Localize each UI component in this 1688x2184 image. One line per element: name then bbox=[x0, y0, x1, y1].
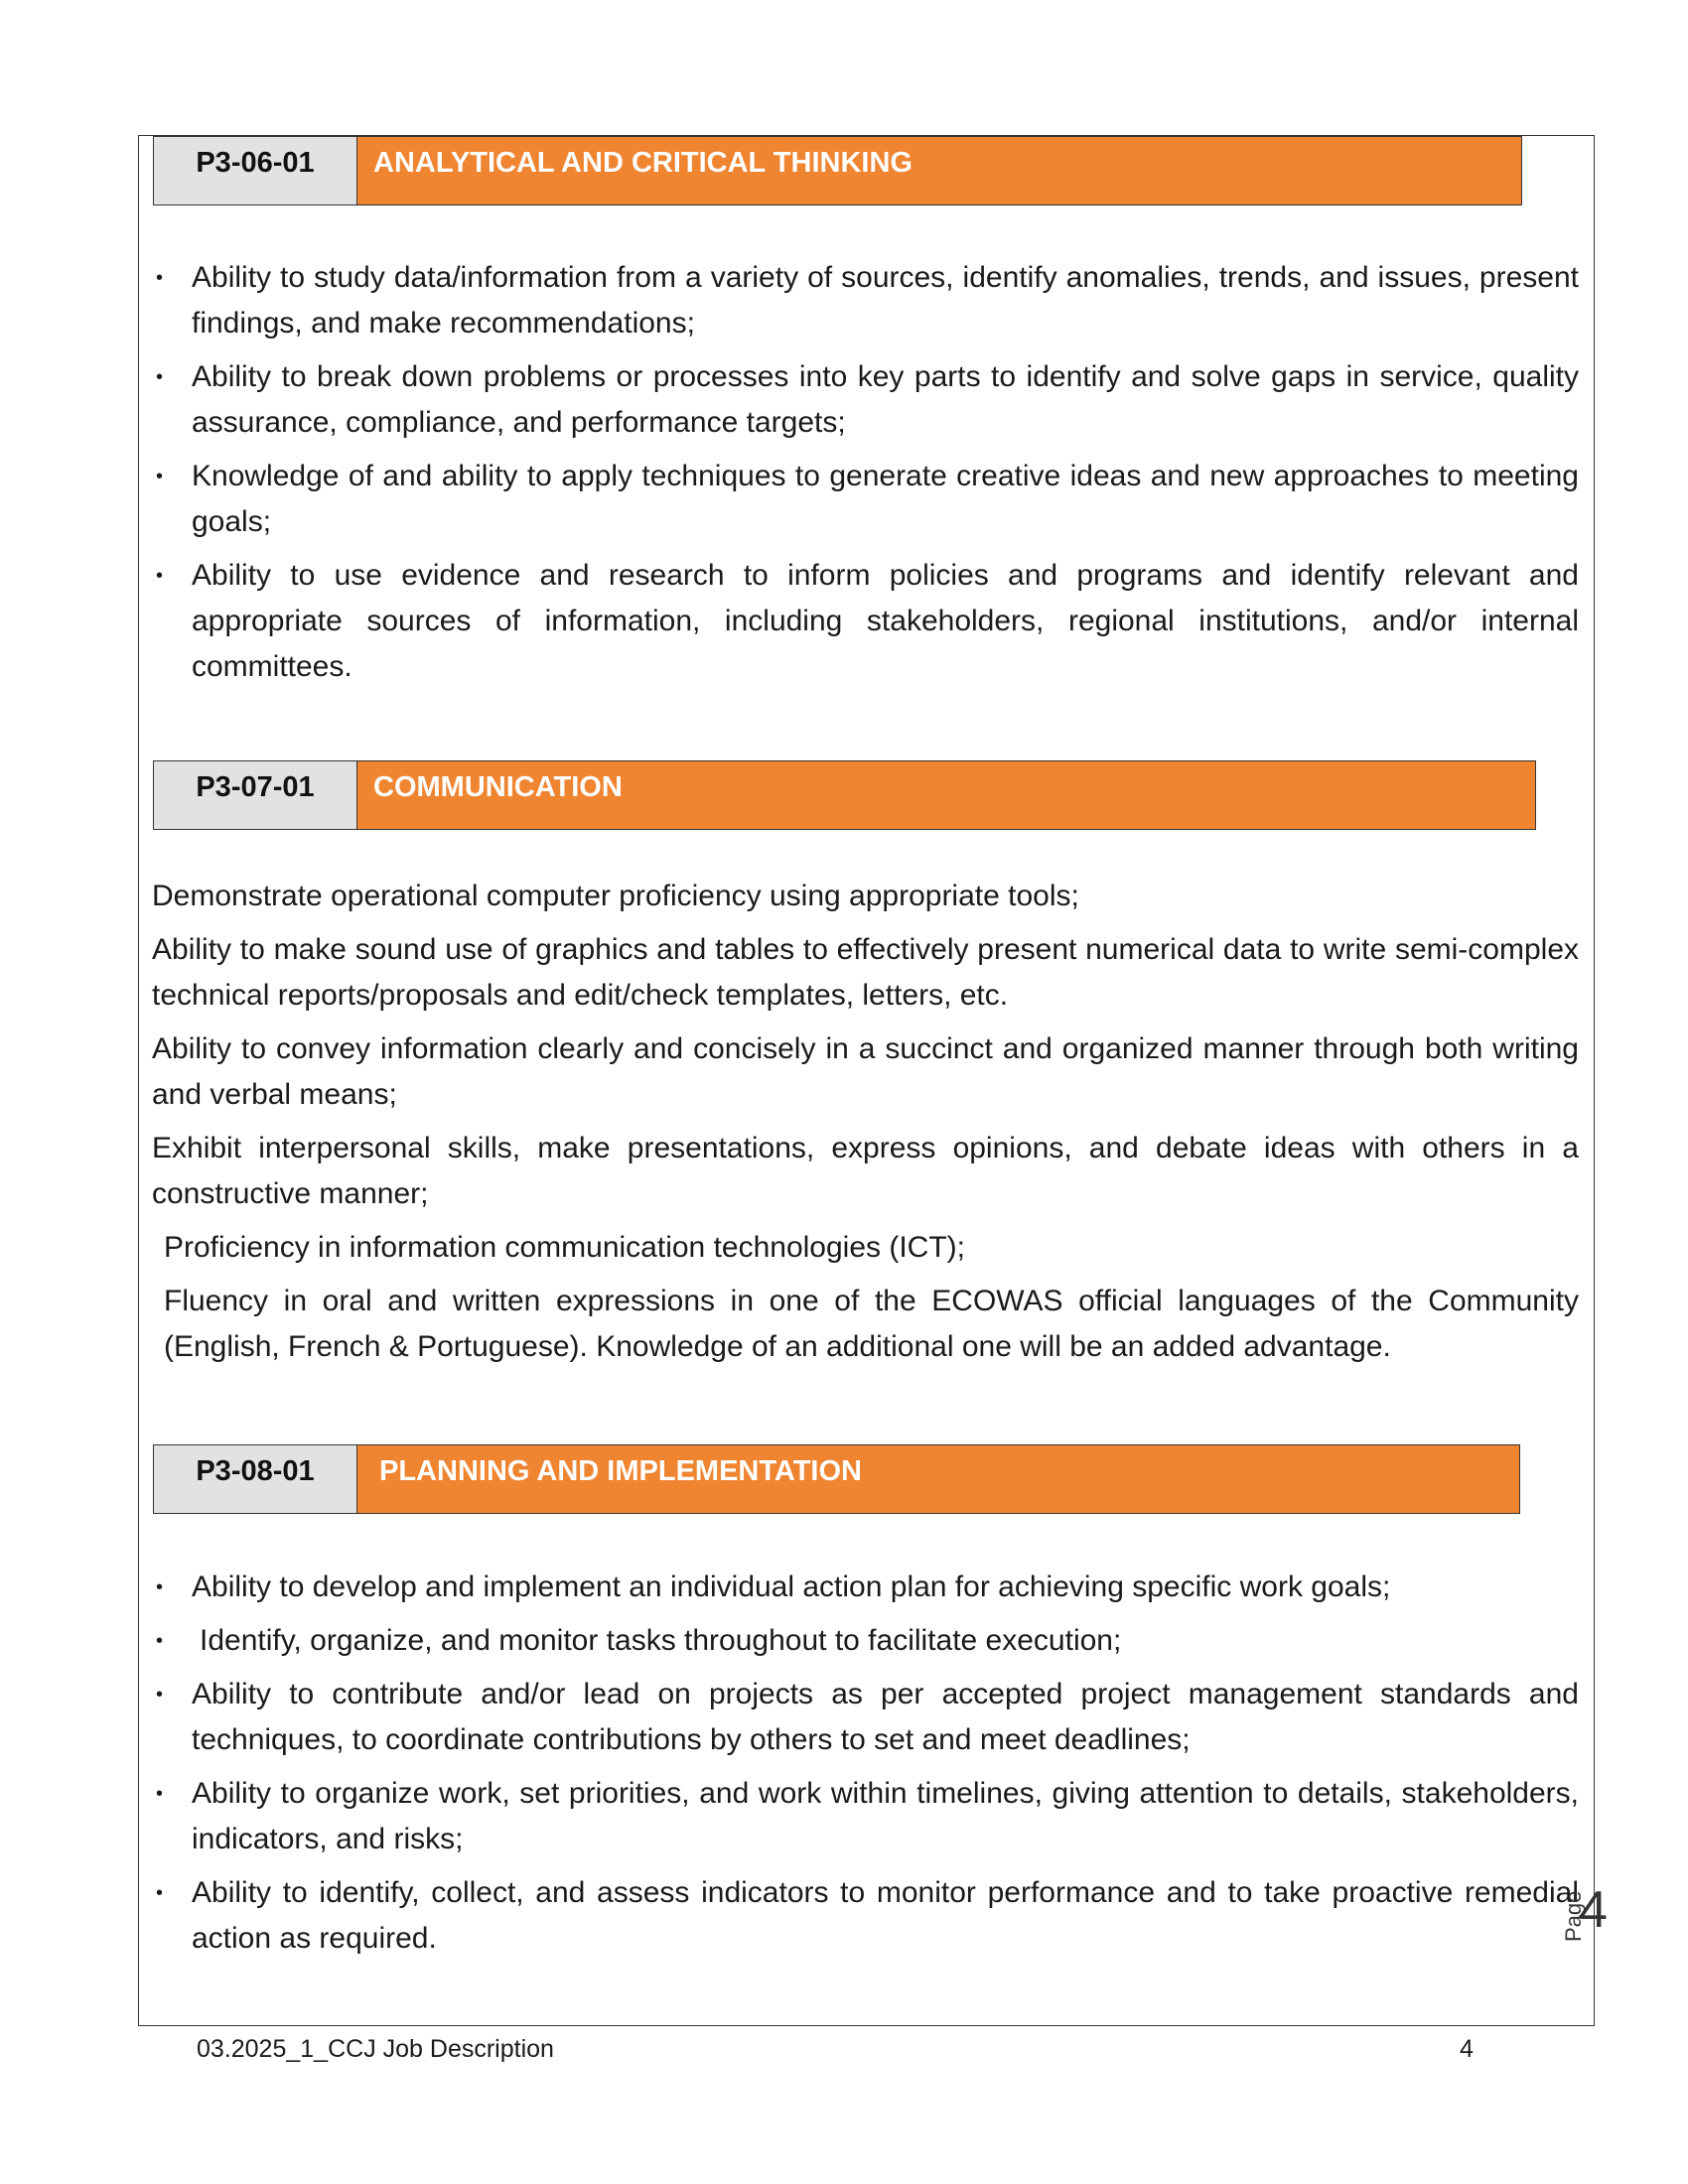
bullet-icon: • bbox=[156, 1882, 164, 1904]
list-item: • Identify, organize, and monitor tasks throughout to facilitate execution; bbox=[152, 1618, 1579, 1664]
planning-list bbox=[152, 1565, 1579, 1970]
list-item: • Ability to contribute and/or lead on projects as per accepted project management standards and techniques, to coordinate contributions by others to set and meet deadlines; bbox=[152, 1672, 1579, 1763]
list-item: Exhibit interpersonal skills, make presentations, express opinions, and debate ideas with others in a constructive manner; bbox=[152, 1132, 1579, 1210]
bullet-icon: • bbox=[156, 1630, 164, 1652]
list-item: Fluency in oral and written expressions in one of the ECOWAS official languages of the Community (English, French & Portuguese). Knowledge of an additional one will be an added advantage. bbox=[164, 1285, 1579, 1363]
section-title: COMMUNICATION bbox=[357, 761, 1535, 829]
list-item: • Ability to develop and implement an individual action plan for achieving specific work goals; bbox=[152, 1565, 1579, 1610]
bullet-icon: • bbox=[156, 1783, 164, 1805]
footer-page-number: 4 bbox=[1460, 2035, 1474, 2063]
list-item: • Ability to study data/information from a variety of sources, identify anomalies, trends, and issues, present findings, and make recommendations; bbox=[152, 255, 1579, 346]
list-item: • Ability to use evidence and research to inform policies and programs and identify relevant and appropriate sources of information, including stakeholders, regional institutions, and/or internal committees. bbox=[152, 553, 1579, 690]
page-marker-number: 4 bbox=[1579, 1881, 1608, 1939]
bullet-icon: • bbox=[156, 1576, 164, 1598]
section-code: P3-07-01 bbox=[154, 761, 357, 829]
section-header-analytical bbox=[153, 136, 1522, 205]
footer-document-id: 03.2025_1_CCJ Job Description bbox=[197, 2035, 554, 2063]
list-item: Proficiency in information communication technologies (ICT); bbox=[164, 1231, 965, 1264]
list-item: Ability to make sound use of graphics and tables to effectively present numerical data to write semi-complex technical reports/proposals and edit/check templates, letters, etc. bbox=[152, 933, 1579, 1012]
section-code: P3-06-01 bbox=[154, 137, 357, 205]
communication-list bbox=[152, 874, 1579, 1378]
section-code: P3-08-01 bbox=[154, 1445, 357, 1513]
section-title: PLANNING AND IMPLEMENTATION bbox=[357, 1445, 1519, 1513]
list-item: • Knowledge of and ability to apply techniques to generate creative ideas and new approaches to meeting goals; bbox=[152, 454, 1579, 545]
bullet-icon: • bbox=[156, 1684, 164, 1706]
list-item: Demonstrate operational computer proficiency using appropriate tools; bbox=[152, 880, 1079, 912]
bullet-icon: • bbox=[156, 466, 164, 487]
section-title: ANALYTICAL AND CRITICAL THINKING bbox=[357, 137, 1521, 205]
list-item: • Ability to identify, collect, and assess indicators to monitor performance and to take proactive remedial action as required. bbox=[152, 1870, 1579, 1962]
section-header-planning bbox=[153, 1444, 1520, 1514]
page-marker-label: Page bbox=[1561, 1890, 1586, 1942]
list-item: Ability to convey information clearly and concisely in a succinct and organized manner through both writing and verbal means; bbox=[152, 1032, 1579, 1111]
bullet-icon: • bbox=[156, 267, 164, 289]
section-header-communication bbox=[153, 760, 1536, 830]
bullet-icon: • bbox=[156, 366, 164, 388]
page-marker bbox=[1561, 1881, 1650, 2031]
bullet-icon: • bbox=[156, 565, 164, 587]
list-item: • Ability to organize work, set priorities, and work within timelines, giving attention to details, stakeholders, indicators, and risks; bbox=[152, 1771, 1579, 1862]
list-item: • Ability to break down problems or processes into key parts to identify and solve gaps in service, quality assurance, compliance, and performance targets; bbox=[152, 354, 1579, 446]
analytical-list bbox=[152, 255, 1579, 698]
